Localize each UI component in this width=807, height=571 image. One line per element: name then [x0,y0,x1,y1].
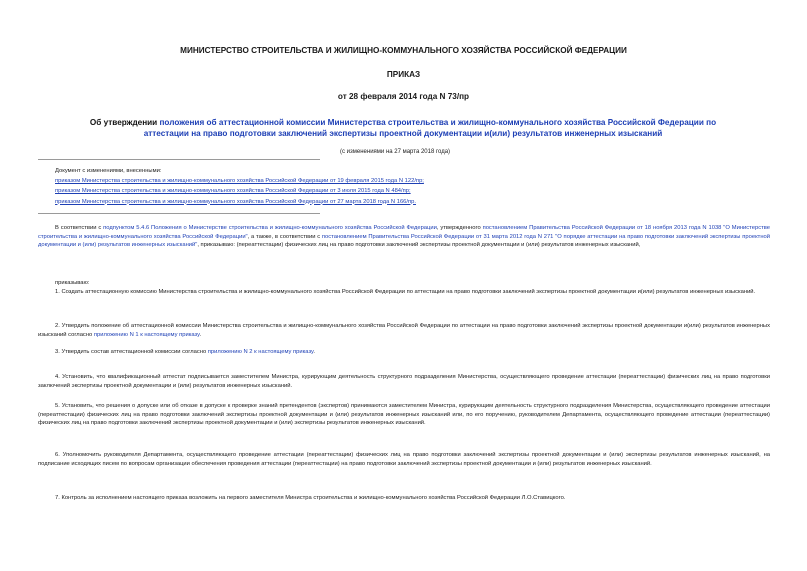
document-title [78,117,728,139]
separator-top [38,159,320,160]
appendix-2-link[interactable]: приложению N 2 к настоящему приказу [207,349,314,355]
preamble-text-2: , утвержденного [436,225,483,231]
title-link[interactable]: положения об аттестационной комиссии Министерства строительства и жилищно-коммунального хозяйства Российской Федерации по аттестации на право подготовки заключений экспертизы проектной документации и(или) результатов инженерных изысканий [143,118,717,138]
title-prefix: Об утверждении [89,118,160,127]
ministry-heading: МИНИСТЕРСТВО СТРОИТЕЛЬСТВА И ЖИЛИЩНО-КОММУНАЛЬНОГО ХОЗЯЙСТВА РОССИЙСКОЙ ФЕДЕРАЦИИ [180,46,627,55]
item-3-text: 3. Утвердить состав аттестационной комиссии согласно [55,349,208,355]
amendment-note: (с изменениями на 27 марта 2018 года) [340,149,451,155]
doc-type-heading: ПРИКАЗ [386,70,421,79]
preamble-text-1: В соответствии с [55,225,104,231]
separator-bottom [38,213,320,214]
item-6: 6. Уполномочить руководителя Департамента, осуществляющего проведение аттестации (переаттестации) физических лиц на право подготовки заключений экспертизы проектной документации и (или) экспертизы результатов инженерных изысканий, на подписание исходящих писем по вопросам организации обеспечения проведения аттестации (переаттестации) на право подготовки заключений экспертизы проектной документации и (или) результатов инженерных изысканий. [38,452,770,467]
change-link-1[interactable]: приказом Министерства строительства и жилищно-коммунального хозяйства Российской Федерации от 19 февраля 2015 года N 122/пр; [55,178,424,185]
preamble-link-regulation[interactable]: подпунктом 5.4.6 Положения о Министерстве строительства и жилищно-коммунального хозяйства Российской Федерации [103,225,437,231]
item-1: 1. Создать аттестационную комиссию Министерства строительства и жилищно-коммунального хозяйства Российской Федерации по аттестации на право подготовки заключений экспертизы проектной документации и(или) результатов инженерных изысканий. [55,289,756,295]
preamble-text-3: , а также, в соответствии с [247,233,322,240]
changes-intro: Документ с изменениями, внесенными: [55,168,162,174]
item-5: 5. Установить, что решения о допуске или об отказе в допуске к проверке знаний претендентов (экспертов) принимаются заместителем Министра, курирующим деятельность структурного подразделения Министерства, осуществляющего проведение аттестации (переаттестации) физических лиц на право подготовки заключений экспертизы проектной документации и (или) результатов инженерных изысканий или, по его поручению, руководителем Департамента, осуществляющего проведение аттестации (переаттестации) физических лиц на право подготовки заключений экспертизы проектной документации и (или) экспертизы результатов инженерных изысканий. [38,403,770,427]
item-2-text: 2. Утвердить положение об аттестационной комиссии Министерства строительства и жилищно-коммунального хозяйства Российской Федерации по аттестации на право подготовки заключений экспертизы проектной документации и(или) результатов инженерных изысканий согласно [38,323,770,338]
change-link-3[interactable]: приказом Министерства строительства и жилищно-коммунального хозяйства Российской Федерации от 27 марта 2018 года N 166/пр. [55,198,416,205]
date-number-heading: от 28 февраля 2014 года N 73/пр [337,92,470,101]
appendix-1-link[interactable]: приложению N 1 к настоящему приказу [93,331,200,338]
item-4: 4. Установить, что квалификационный аттестат подписывается заместителем Министра, курирующим деятельность структурного подразделения Министерства, осуществляющего проведение аттестации (переаттестации) физических лиц на право подготовки заключений экспертизы проектной документации и (или) результатов инженерных изысканий. [38,374,770,389]
item-2-end: . [199,331,202,338]
preamble-text-4: , приказываю: (переаттестации) физических лиц на право подготовки заключений экспертизы проектной документации и (или) результатов инженерных изысканий, [197,242,641,249]
change-link-2[interactable]: приказом Министерства строительства и жилищно-коммунального хозяйства Российской Федерации от 3 июля 2015 года N 484/пр; [55,188,411,195]
item-2 [38,322,770,339]
item-7: 7. Контроль за исполнением настоящего приказа возложить на первого заместителя Министра строительства и жилищно-коммунального хозяйства Российской Федерации Л.О.Ставицкого. [55,495,566,501]
changes-block [55,166,424,207]
item-3 [38,348,770,357]
preamble-paragraph [38,224,770,250]
preamble-link-decree-271[interactable]: постановлением Правительства Российской Федерации от 31 марта 2012 года N 271 "О порядке аттестации на право подготовки заключений экспертизы проектной документации и (или) результатов инженерных изысканий" [38,233,770,249]
preamble-link-decree-1038[interactable]: постановлением Правительства Российской Федерации от 18 ноября 2013 года N 1038 "О Министерстве строительства и жилищно-коммунального хозяйства Российской Федерации" [38,225,770,240]
orders-word: приказываю: [55,280,90,286]
item-3-end: . [313,349,316,355]
